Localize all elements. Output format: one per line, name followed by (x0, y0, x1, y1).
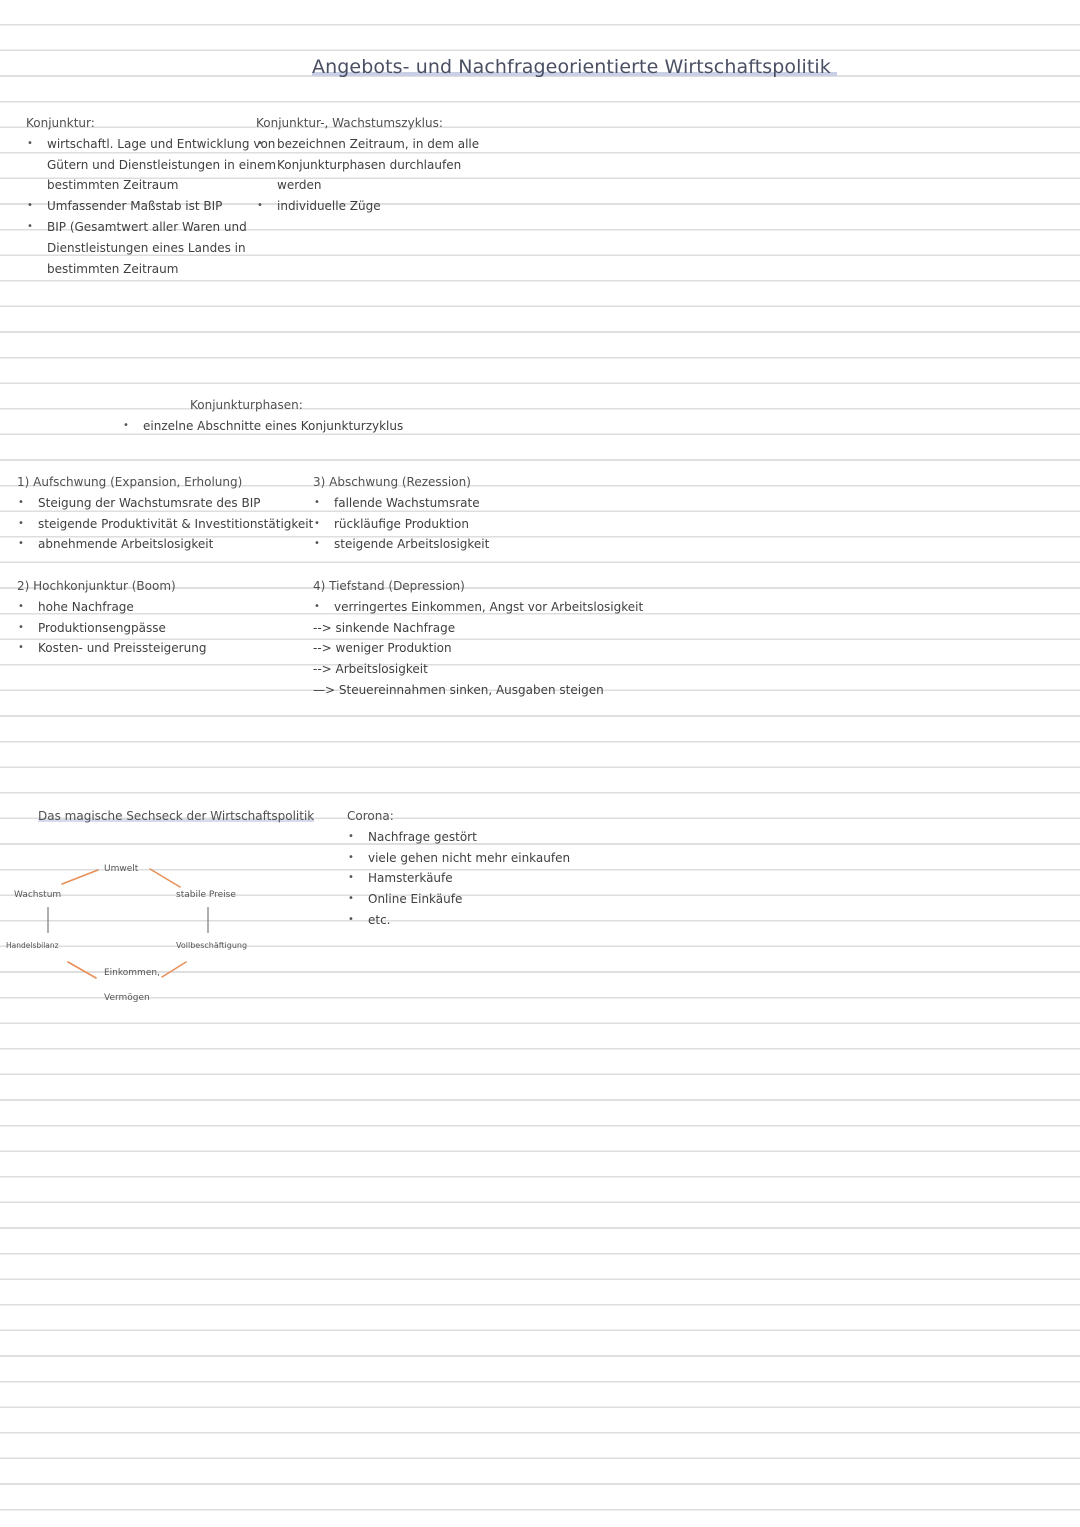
phase3-heading: 3) Abschwung (Rezession) (313, 475, 471, 489)
phase3-section (313, 472, 489, 555)
corona-item: • viele gehen nicht mehr einkaufen (347, 848, 570, 869)
konjunktur-section (26, 113, 276, 279)
corona-item: • etc. (347, 910, 570, 931)
konjunktur-line: • BIP (Gesamtwert aller Waren und (26, 217, 276, 238)
corona-item: • Nachfrage gestört (347, 827, 570, 848)
magic-hexagon-diagram (0, 850, 270, 1010)
phase1-item: • Steigung der Wachstumsrate des BIP (17, 493, 313, 514)
zyklus-line: • individuelle Züge (256, 196, 479, 217)
phase4-arrow-line: —> Steuereinnahmen sinken, Ausgaben steigen (313, 682, 604, 697)
konjunktur-line: • wirtschaftl. Lage und Entwicklung von (26, 134, 276, 155)
corona-section (347, 806, 570, 931)
phase4-arrow-line: --> sinkende Nachfrage (313, 620, 456, 635)
phase1-heading: 1) Aufschwung (Expansion, Erholung) (17, 475, 243, 489)
phase3-item: • fallende Wachstumsrate (313, 493, 489, 514)
phase2-section (17, 576, 206, 659)
konjunktur-line: bestimmten Zeitraum (47, 261, 179, 276)
phase1-item: • abnehmende Arbeitslosigkeit (17, 534, 313, 555)
phasen-section (122, 395, 403, 437)
connector-wachstum-umwelt (62, 870, 98, 884)
phase4-arrow-line: --> weniger Produktion (313, 641, 452, 656)
connector-umwelt-preise (150, 869, 180, 887)
konjunktur-heading: Konjunktur: (26, 116, 95, 130)
connector-einkommen-beschaeftigung (162, 962, 186, 977)
phase4-item: • verringertes Einkommen, Angst vor Arbeitslosigkeit (313, 597, 643, 618)
konjunktur-line: Gütern und Dienstleistungen in einem (47, 157, 277, 172)
corona-heading: Corona: (347, 809, 394, 823)
phase4-section (313, 576, 643, 701)
corona-item: • Hamsterkäufe (347, 868, 570, 889)
node-umwelt: Umwelt (104, 864, 139, 874)
phase1-item: • steigende Produktivität & Investitionstätigkeit (17, 514, 313, 535)
phase3-item: • steigende Arbeitslosigkeit (313, 534, 489, 555)
phasen-heading: Konjunkturphasen: (190, 398, 303, 412)
phase1-section (17, 472, 313, 555)
phase2-item: • Kosten- und Preissteigerung (17, 638, 206, 659)
phase2-item: • hohe Nachfrage (17, 597, 206, 618)
page-title: Angebots- und Nachfrageorientierte Wirtschaftspolitik (312, 56, 837, 78)
zyklus-heading: Konjunktur-, Wachstumszyklus: (256, 116, 443, 130)
konjunktur-line: Dienstleistungen eines Landes in (47, 240, 246, 255)
phase2-heading: 2) Hochkonjunktur (Boom) (17, 579, 176, 593)
sechseck-heading: Das magische Sechseck der Wirtschaftspolitik (38, 809, 315, 823)
node-einkommen: Einkommen, (104, 968, 160, 978)
node-handelsbilanz: Handelsbilanz (6, 941, 59, 950)
konjunktur-line: • Umfassender Maßstab ist BIP (26, 196, 276, 217)
phase3-item: • rückläufige Produktion (313, 514, 489, 535)
node-vermoegen: Vermögen (104, 993, 150, 1003)
phasen-line: • einzelne Abschnitte eines Konjunkturzyklus (122, 416, 403, 437)
node-wachstum: Wachstum (14, 890, 62, 900)
konjunktur-line: bestimmten Zeitraum (47, 178, 179, 193)
hexagon-connectors (0, 850, 270, 1010)
phase4-heading: 4) Tiefstand (Depression) (313, 579, 465, 593)
node-stabile-preise: stabile Preise (176, 890, 236, 900)
zyklus-line: • bezeichnen Zeitraum, in dem alle (256, 134, 479, 155)
zyklus-section (256, 113, 479, 217)
node-vollbeschaeftigung: Vollbeschäftigung (176, 941, 248, 950)
corona-item: • Online Einkäufe (347, 889, 570, 910)
phase4-arrow-line: --> Arbeitslosigkeit (313, 662, 428, 677)
zyklus-line: werden (277, 178, 322, 193)
phase2-item: • Produktionsengpässe (17, 618, 206, 639)
zyklus-line: Konjunkturphasen durchlaufen (277, 157, 462, 172)
sechseck-section (38, 806, 314, 827)
connector-handel-einkommen (68, 962, 96, 978)
